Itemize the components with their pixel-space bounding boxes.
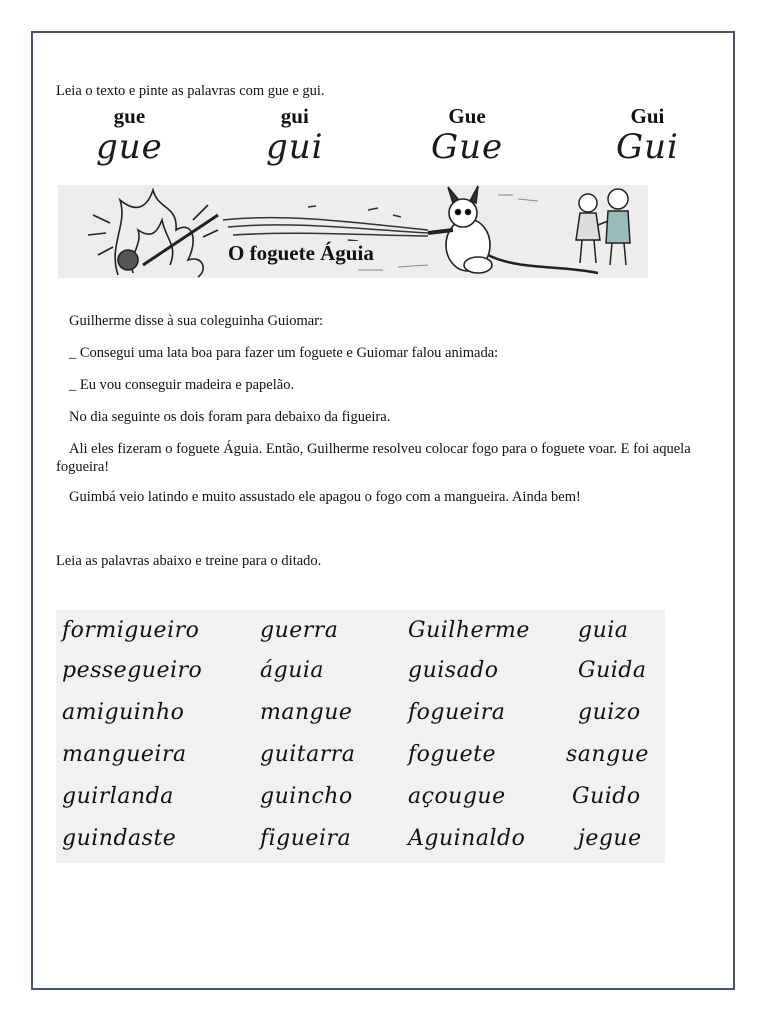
cursive-Gui-upper: Gui [616, 127, 679, 167]
story-paragraph: No dia seguinte os dois foram para debaixo da figueira. [69, 409, 391, 425]
word-item: jegue [578, 826, 642, 851]
print-Gue-upper: Gue [448, 104, 486, 128]
word-item: Guilherme [408, 618, 530, 643]
illustration-title: O foguete Águia [228, 241, 374, 265]
cursive-gui: gui [266, 127, 324, 167]
word-item: mangue [260, 700, 353, 725]
print-Gui-upper: Gui [630, 104, 665, 128]
word-item: açougue [408, 784, 506, 809]
word-item: mangueira [62, 742, 187, 767]
word-item: guirlanda [62, 784, 174, 809]
story-paragraph: _ Consegui uma lata boa para fazer um foguete e Guiomar falou animada: [69, 345, 499, 361]
story-paragraph: _ Eu vou conseguir madeira e papelão. [69, 377, 295, 393]
word-item: guerra [260, 618, 339, 643]
letter-groups [56, 104, 696, 184]
word-item: Guida [578, 658, 647, 683]
word-item: fogueira [408, 700, 506, 725]
story-paragraph: Ali eles fizeram o foguete Águia. Então, Guilherme resolveu colocar fogo para o foguete voar. E foi aquela fogueira! [56, 441, 691, 475]
word-item: guizo [578, 700, 641, 725]
story-paragraph: Guimbá veio latindo e muito assustado ele apagou o fogo com a mangueira. Ainda bem! [69, 489, 581, 505]
print-gue: gue [113, 104, 146, 128]
instruction-dictation: Leia as palavras abaixo e treine para o ditado. [56, 553, 322, 569]
instruction-paint: Leia o texto e pinte as palavras com gue e gui. [56, 83, 325, 99]
story-paragraph: Guilherme disse à sua coleguinha Guiomar: [69, 313, 324, 329]
word-item: guincho [260, 784, 353, 809]
word-item: foguete [408, 742, 497, 767]
story-text [56, 312, 706, 520]
word-item: guindaste [62, 826, 177, 851]
rocket-illustration [58, 185, 648, 278]
word-item: amiguinho [62, 700, 185, 725]
word-item: guisado [408, 658, 499, 683]
word-item: pessegueiro [62, 658, 203, 683]
letter-group-Gui [616, 104, 679, 166]
word-item: Aguinaldo [408, 826, 526, 851]
cursive-gue: gue [96, 127, 163, 167]
word-item: guitarra [260, 742, 356, 767]
word-item: Guido [572, 784, 641, 809]
letter-group-gui [266, 104, 324, 166]
print-gui: gui [280, 104, 309, 128]
letter-group-Gue [431, 104, 503, 166]
word-item: águia [260, 658, 325, 683]
word-item: formigueiro [62, 618, 200, 643]
cursive-Gue-upper: Gue [431, 127, 504, 167]
word-item: figueira [260, 826, 352, 851]
word-item: sangue [566, 742, 649, 767]
dictation-word-grid [56, 610, 665, 863]
word-item: guia [578, 618, 629, 643]
letter-group-gue [96, 104, 163, 166]
